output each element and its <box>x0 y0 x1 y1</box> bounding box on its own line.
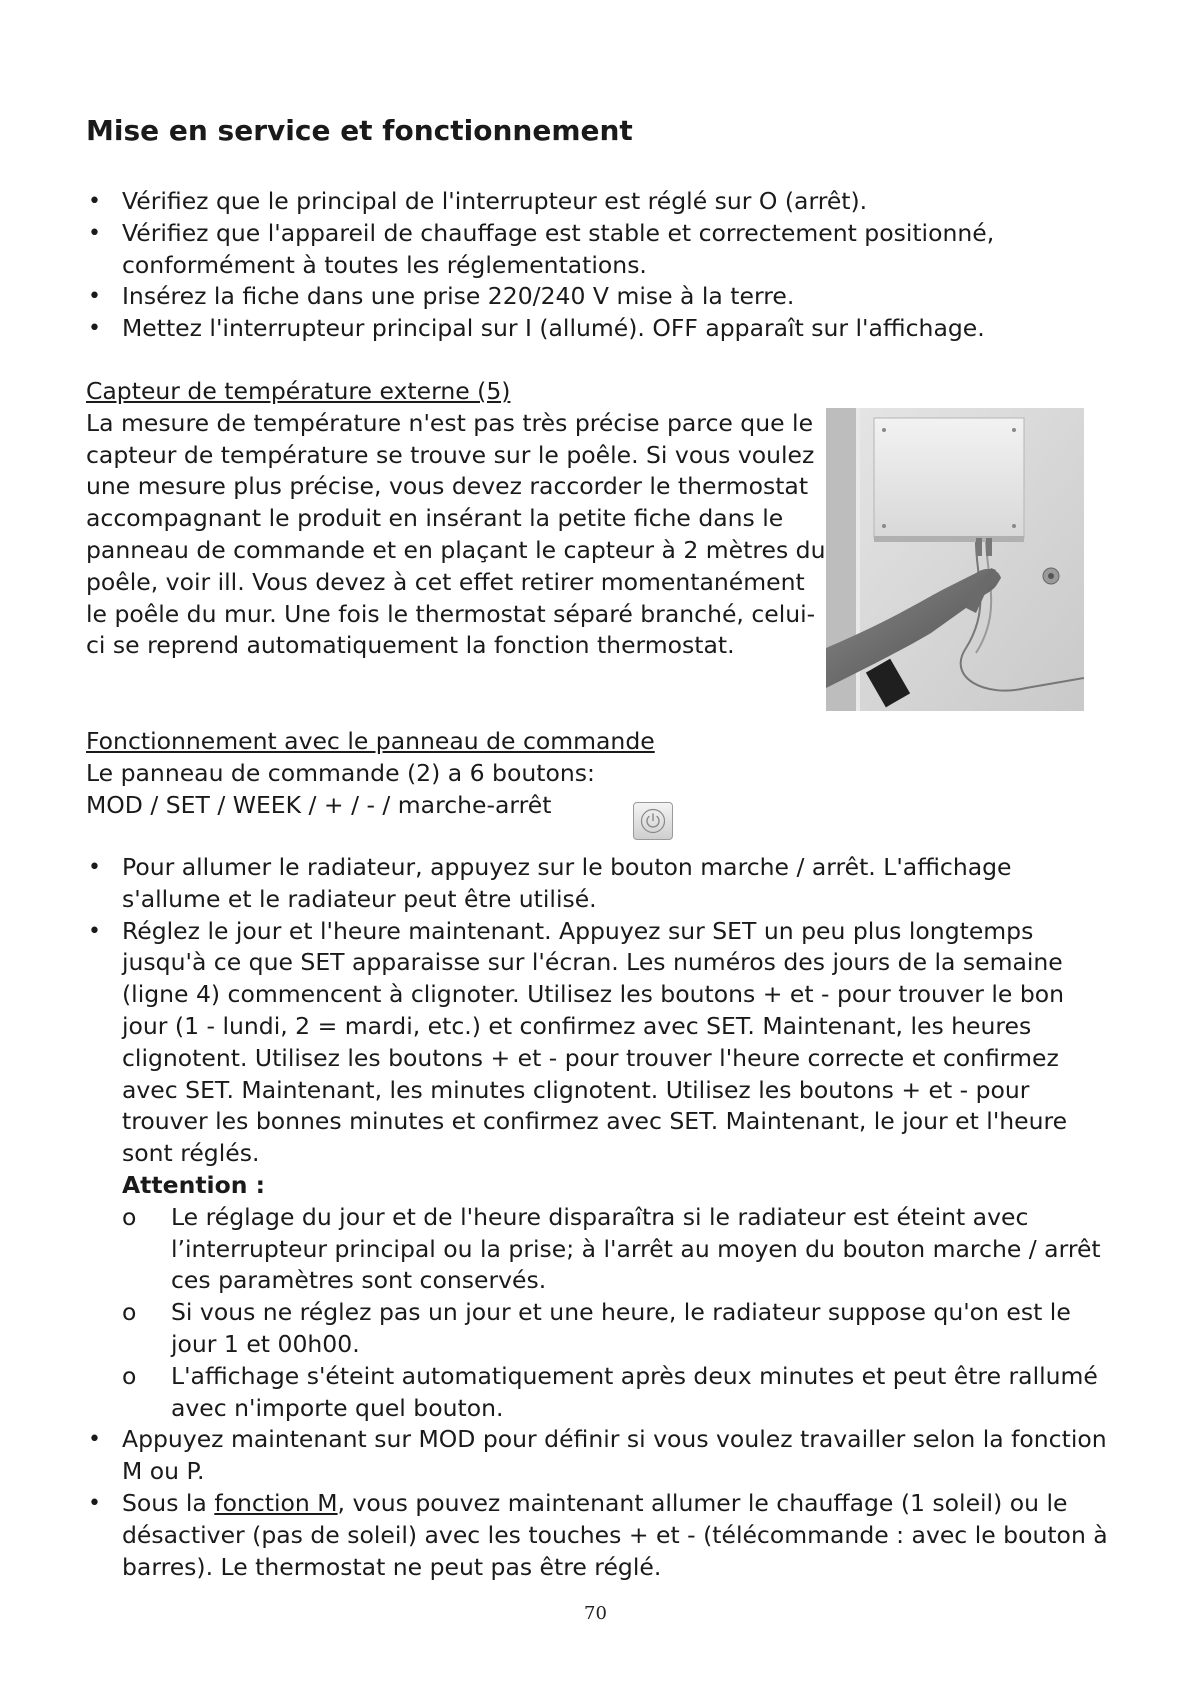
attention-label: Attention : <box>122 1170 266 1199</box>
list-item: • Vérifiez que le principal de l'interrupteur est réglé sur O (arrêt). <box>86 186 1116 218</box>
panneau-section <box>86 726 986 821</box>
power-icon <box>640 808 666 834</box>
panneau-line-buttons-count: Le panneau de commande (2) a 6 boutons: <box>86 758 595 787</box>
fonction-m-text: , vous pouvez maintenant allumer le chauffage (1 soleil) ou le désactiver (pas de soleil) avec les touches + et - (télécommande : avec le bouton à barres). Le thermostat ne peut pas être réglé. <box>122 1488 1108 1581</box>
capteur-paragraph: La mesure de température n'est pas très précise parce que le capteur de température se trouve sur le poêle. Si vous voulez une mesure plus précise, vous devez raccorder le thermostat accompagnant le produit en insérant la petite fiche dans le panneau de commande et en plaçant le capteur à 2 mètres du poêle, voir ill. Vous devez à cet effet retirer momentanément le poêle du mur. Une fois le thermostat séparé branché, celui-ci se reprend automatiquement la fonction thermostat. <box>86 408 826 660</box>
fonction-m-term: fonction M <box>214 1488 338 1517</box>
list-item <box>86 916 1116 1425</box>
list-item: • Appuyez maintenant sur MOD pour définir si vous voulez travailler selon la fonction M ou P. <box>86 1424 1116 1488</box>
list-item <box>86 1488 1116 1583</box>
power-button-image <box>633 802 673 840</box>
sub-list-item: o Si vous ne réglez pas un jour et une heure, le radiateur suppose qu'on est le jour 1 et 00h00. <box>122 1297 1116 1361</box>
list-item: • Mettez l'interrupteur principal sur I (allumé). OFF apparaît sur l'affichage. <box>86 313 1116 345</box>
set-time-text: Réglez le jour et l'heure maintenant. Appuyez sur SET un peu plus longtemps jusqu'à ce que SET apparaisse sur l'écran. Les numéros des jours de la semaine (ligne 4) commencent à clignoter. Utilisez les boutons + et - pour trouver le bon jour (1 - lundi, 2 = mardi, etc.) et confirmez avec SET. Maintenant, les heures clignotent. Utilisez les boutons + et - pour trouver l'heure correcte et confirmez avec SET. Maintenant, les minutes clignotent. Utilisez les boutons + et - pour trouver les bonnes minutes et confirmez avec SET. Maintenant, le jour et l'heure sont réglés. <box>122 916 1068 1168</box>
attention-sub-list <box>122 1202 1116 1425</box>
capteur-section <box>86 376 826 662</box>
list-item: • Insérez la fiche dans une prise 220/240 V mise à la terre. <box>86 281 1116 313</box>
sensor-installation-photo <box>826 408 1084 711</box>
page-number: 70 <box>584 1603 607 1624</box>
panneau-line-buttons-list: MOD / SET / WEEK / + / - / marche-arrêt <box>86 790 552 819</box>
page-title: Mise en service et fonctionnement <box>86 114 633 147</box>
fonction-m-prefix: Sous la <box>122 1488 215 1517</box>
sub-list-item: o Le réglage du jour et de l'heure disparaîtra si le radiateur est éteint avec l’interrupteur principal ou la prise; à l'arrêt au moyen du bouton marche / arrêt ces paramètres sont conservés. <box>122 1202 1116 1297</box>
sub-list-item: o L'affichage s'éteint automatiquement après deux minutes et peut être rallumé avec n'importe quel bouton. <box>122 1361 1116 1425</box>
list-item: • Vérifiez que l'appareil de chauffage est stable et correctement positionné, conformément à toutes les réglementations. <box>86 218 1116 282</box>
operation-bullet-list <box>86 852 1116 1583</box>
panneau-heading: Fonctionnement avec le panneau de commande <box>86 727 655 755</box>
list-item: • Pour allumer le radiateur, appuyez sur le bouton marche / arrêt. L'affichage s'allume et le radiateur peut être utilisé. <box>86 852 1116 916</box>
capteur-heading: Capteur de température externe (5) <box>86 377 511 405</box>
intro-bullet-list <box>86 186 1116 345</box>
photo-illustration <box>826 408 1084 711</box>
